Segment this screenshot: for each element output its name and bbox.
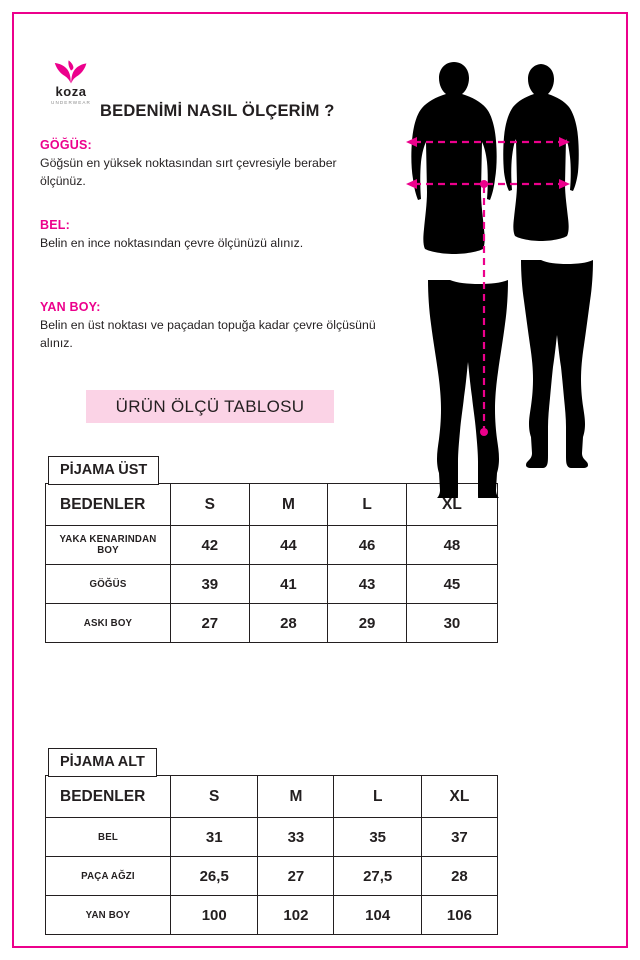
row-label: ASKI BOY [46, 604, 171, 643]
column-header-m: M [249, 484, 328, 526]
instruction-waist-text: Belin en ince noktasından çevre ölçünüzü alınız. [40, 236, 304, 250]
cell-value: 28 [249, 604, 328, 643]
brand-tagline: UNDERWEAR [51, 100, 91, 105]
cell-value: 29 [328, 604, 407, 643]
table-row [46, 604, 498, 643]
table-row [46, 565, 498, 604]
cell-value: 102 [258, 896, 334, 935]
column-header-m: M [258, 776, 334, 818]
cell-value: 44 [249, 526, 328, 565]
cell-value: 27,5 [334, 857, 421, 896]
body-silhouette-illustration [392, 48, 608, 498]
instruction-waist-label: BEL: [40, 218, 70, 232]
table-row [46, 857, 498, 896]
cell-value: 27 [258, 857, 334, 896]
table-header-row [46, 776, 498, 818]
column-header-l: L [328, 484, 407, 526]
pajama-top-size-table [45, 483, 498, 643]
cell-value: 48 [406, 526, 497, 565]
cell-value: 39 [171, 565, 250, 604]
cell-value: 42 [171, 526, 250, 565]
cell-value: 43 [328, 565, 407, 604]
instruction-side-length [40, 300, 380, 353]
pajama-bottom-table-section [45, 748, 498, 935]
column-header-s: S [171, 776, 258, 818]
product-size-table-title: ÜRÜN ÖLÇÜ TABLOSU [115, 396, 305, 416]
row-label: BEL [46, 818, 171, 857]
cell-value: 35 [334, 818, 421, 857]
cell-value: 31 [171, 818, 258, 857]
row-label: PAÇA AĞZI [46, 857, 171, 896]
instruction-side-length-text: Belin en üst noktası ve paçadan topuğa kadar çevre ölçüsünü alınız. [40, 318, 376, 350]
row-label: YAN BOY [46, 896, 171, 935]
row-label: GÖĞÜS [46, 565, 171, 604]
instruction-waist [40, 218, 380, 253]
column-header-s: S [171, 484, 250, 526]
instruction-chest-label: GÖĞÜS: [40, 138, 92, 152]
instruction-chest [40, 138, 380, 191]
cell-value: 37 [421, 818, 497, 857]
brand-logo [38, 60, 104, 104]
pajama-bottom-table-label: PİJAMA ALT [48, 748, 157, 777]
column-header-sizes: BEDENLER [46, 484, 171, 526]
cell-value: 27 [171, 604, 250, 643]
page-title: BEDENİMİ NASIL ÖLÇERİM ? [100, 102, 335, 120]
cell-value: 45 [406, 565, 497, 604]
column-header-l: L [334, 776, 421, 818]
table-row [46, 526, 498, 565]
product-size-table-banner [86, 390, 334, 423]
instruction-chest-text: Göğsün en yüksek noktasından sırt çevresiyle beraber ölçünüz. [40, 156, 337, 188]
cell-value: 30 [406, 604, 497, 643]
cell-value: 100 [171, 896, 258, 935]
cell-value: 33 [258, 818, 334, 857]
cell-value: 106 [421, 896, 497, 935]
column-header-xl: XL [421, 776, 497, 818]
cell-value: 41 [249, 565, 328, 604]
cell-value: 28 [421, 857, 497, 896]
cell-value: 104 [334, 896, 421, 935]
brand-name: koza [55, 84, 87, 99]
pajama-top-table-label: PİJAMA ÜST [48, 456, 159, 485]
cell-value: 26,5 [171, 857, 258, 896]
row-label: YAKA KENARINDAN BOY [46, 526, 171, 565]
table-row [46, 896, 498, 935]
column-header-xl: XL [406, 484, 497, 526]
instruction-side-length-label: YAN BOY: [40, 300, 101, 314]
pajama-bottom-size-table [45, 775, 498, 935]
table-row [46, 818, 498, 857]
column-header-sizes: BEDENLER [46, 776, 171, 818]
leaf-flower-icon [54, 60, 88, 84]
cell-value: 46 [328, 526, 407, 565]
